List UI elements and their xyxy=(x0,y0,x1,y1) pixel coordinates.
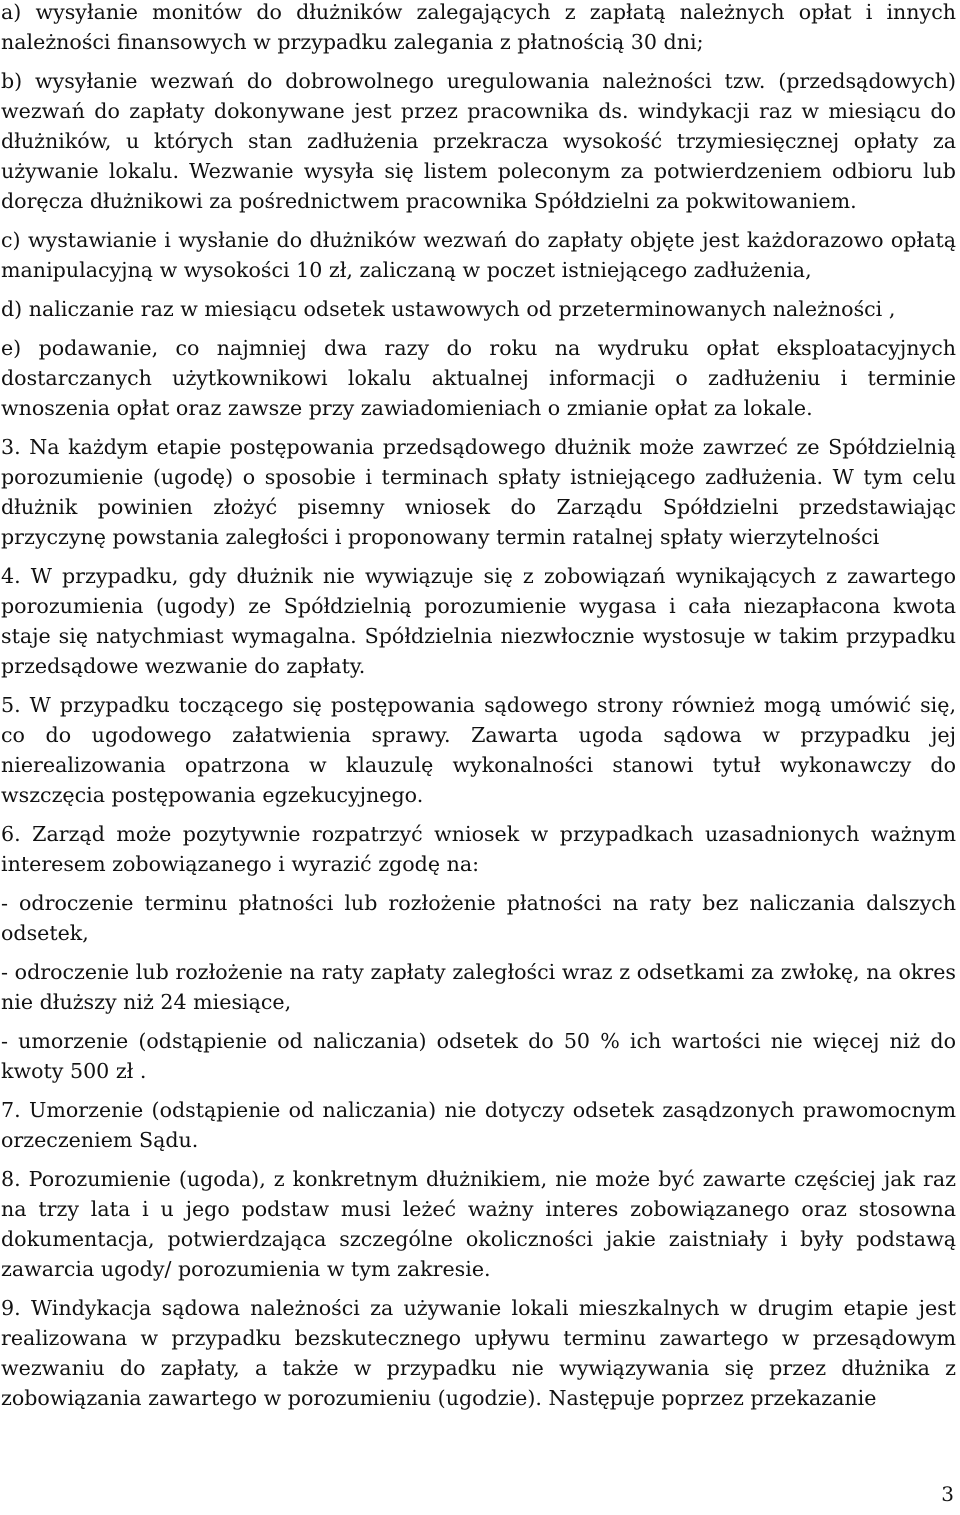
paragraph-e: e) podawanie, co najmniej dwa razy do roku na wydruku opłat eksploatacyjnych dostarczanych użytkownikowi lokalu aktualnej informacji o zadłużeniu i terminie wnoszenia opłat oraz zawsze przy zawiadomieniach o zmianie opłat za lokale. xyxy=(1,336,956,420)
paragraph-5: 5. W przypadku toczącego się postępowania sądowego strony również mogą umówić się, co do ugodowego załatwienia sprawy. Zawarta ugoda sądowa w przypadku jej nierealizowania opatrzona w klauzulę wykonalności stanowi tytuł wykonawczy do wszczęcia postępowania egzekucyjnego. xyxy=(1,693,956,807)
paragraph-6: 6. Zarząd może pozytywnie rozpatrzyć wniosek w przypadkach uzasadnionych ważnym interesem zobowiązanego i wyrazić zgodę na: xyxy=(1,822,956,876)
list-item-remission: - umorzenie (odstąpienie od naliczania) odsetek do 50 % ich wartości nie więcej niż do kwoty 500 zł . xyxy=(1,1029,956,1083)
paragraph-d: d) naliczanie raz w miesiącu odsetek ustawowych od przeterminowanych należności , xyxy=(1,297,896,321)
paragraph-b: b) wysyłanie wezwań do dobrowolnego uregulowania należności tzw. (przedsądowych) wezwań do zapłaty dokonywane jest przez pracownika ds. windykacji raz w miesiącu do dłużników, u których stan zadłużenia przekracza wysokość trzymiesięcznej opłaty za używanie lokalu. Wezwanie wysyła się listem poleconym za potwierdzeniem odbioru lub doręcza dłużnikowi za pośrednictwem pracownika Spółdzielni za pokwitowaniem. xyxy=(1,69,956,213)
list-item-deferral: - odroczenie terminu płatności lub rozłożenie płatności na raty bez naliczania dalszych odsetek, xyxy=(1,891,956,945)
list-item-installments: - odroczenie lub rozłożenie na raty zapłaty zaległości wraz z odsetkami za zwłokę, na okres nie dłuższy niż 24 miesiące, xyxy=(1,960,956,1014)
paragraph-9: 9. Windykacja sądowa należności za używanie lokali mieszkalnych w drugim etapie jest realizowana w przypadku bezskutecznego upływu terminu zawartego w przesądowym wezwaniu do zapłaty, a także w przypadku nie wywiązywania się przez dłużnika z zobowiązania zawartego w porozumieniu (ugodzie). Następuje poprzez przekazanie xyxy=(1,1296,956,1410)
page-number: 3 xyxy=(941,1482,954,1506)
paragraph-4: 4. W przypadku, gdy dłużnik nie wywiązuje się z zobowiązań wynikających z zawartego porozumienia (ugody) ze Spółdzielnią porozumienie wygasa i cała niezapłacona kwota staje się natychmiast wymagalna. Spółdzielnia niezwłocznie wystosuje w takim przypadku przedsądowe wezwanie do zapłaty. xyxy=(1,564,956,678)
paragraph-8: 8. Porozumienie (ugoda), z konkretnym dłużnikiem, nie może być zawarte częściej jak raz na trzy lata i u jego podstaw musi leżeć ważny interes zobowiązanego oraz stosowna dokumentacja, potwierdzająca szczególne okoliczności jakie zaistniały i były podstawą zawarcia ugody/ porozumienia w tym zakresie. xyxy=(1,1167,956,1281)
paragraph-3: 3. Na każdym etapie postępowania przedsądowego dłużnik może zawrzeć ze Spółdzielnią porozumienie (ugodę) o sposobie i terminach spłaty istniejącego zadłużenia. W tym celu dłużnik powinien złożyć pisemny wniosek do Zarządu Spółdzielni przedstawiając przyczynę powstania zaległości i proponowany termin ratalnej spłaty wierzytelności xyxy=(1,435,956,549)
paragraph-a: a) wysyłanie monitów do dłużników zalegających z zapłatą należnych opłat i innych należności finansowych w przypadku zalegania z płatnością 30 dni; xyxy=(1,0,956,54)
paragraph-c: c) wystawianie i wysłanie do dłużników wezwań do zapłaty objęte jest każdorazowo opłatą manipulacyjną w wysokości 10 zł, zaliczaną w poczet istniejącego zadłużenia, xyxy=(1,228,956,282)
paragraph-7: 7. Umorzenie (odstąpienie od naliczania) nie dotyczy odsetek zasądzonych prawomocnym orzeczeniem Sądu. xyxy=(1,1098,956,1152)
